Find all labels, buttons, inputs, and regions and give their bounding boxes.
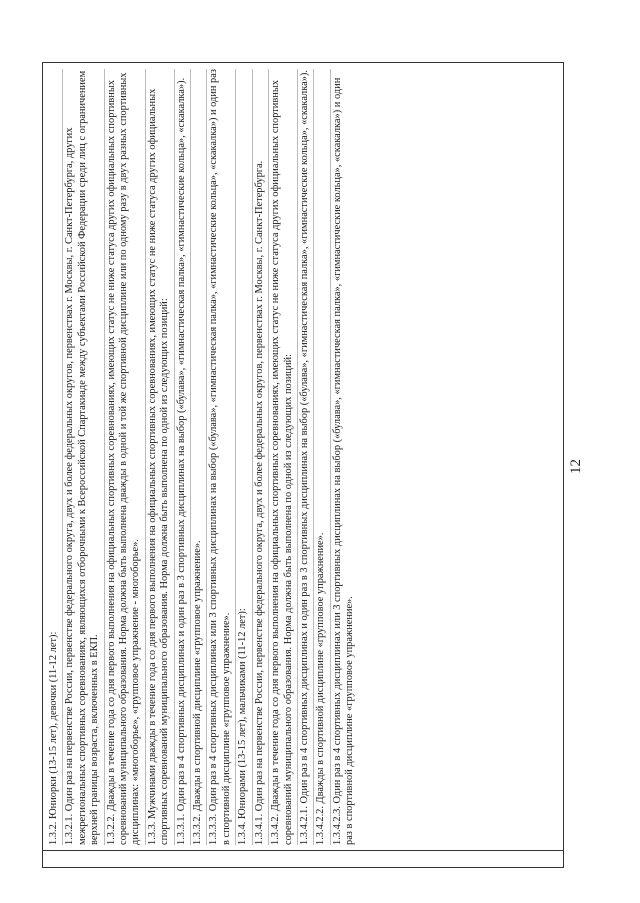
paragraph: 1.3.4.1. Один раз на первенстве России, первенстве федерального округа, двух и более федеральных округов, первенствах г. Москвы, г. Санкт-Петербурга. [253,69,269,845]
paragraph: 1.3.3.1. Один раз в 4 спортивных дисциплинах и один раз в 3 спортивных дисциплинах на выбор («булава», «гимнастическая палка», «гимнастические кольца», «скакалка»). [175,69,191,845]
paragraph: 1.3.2. Юниорки (13-15 лет), девочки (11-12 лет): [47,69,63,845]
table-left-column [43,850,563,867]
table-content-cell [47,69,559,845]
paragraph: 1.3.4.2.3. Один раз в 4 спортивных дисциплинах или 3 спортивных дисциплинах на выбор («булава», «гимнастическая палка», «гимнастические кольца», «скакалка») и один раз в спортивной дисциплине «групповое упражнение». [331,77,356,845]
paragraph: 1.3.3. Мужчинами дважды в течение года со дня первого выполнения на официальных спортивных соревнованиях, имеющих статус не ниже статуса других официальных спортивных соревнований муниципального образования. Норма должна быть выполнена по одной из следующих позиций: [146,69,175,845]
paragraph: 1.3.4.2.1. Один раз в 4 спортивных дисциплинах и один раз в 3 спортивных дисциплинах на выбор («булава», «гимнастическая палка», «гимнастические кольца», «скакалка»). [298,69,314,845]
paragraph: 1.3.3.2. Дважды в спортивной дисциплине «групповое упражнение». [191,69,207,845]
requirements-table [42,62,564,868]
paragraph: 1.3.3.3. Один раз в 4 спортивных дисциплинах или 3 спортивных дисциплинах на выбор («булава», «гимнастическая палка», «гимнастические кольца», «скакалка») и один раз в спортивной дисциплине «групповое упражнение». [207,69,236,845]
paragraph: 1.3.4.2. Дважды в течение года со дня первого выполнения на официальных спортивных соревнованиях, имеющих статус не ниже статуса других официальных спортивных соревнований муниципального образования. Норма должна быть выполнена по одной из следующих позиций: [269,69,298,845]
rotated-content [42,58,617,870]
paragraph: 1.3.4.2.2. Дважды в спортивной дисциплине «групповое упражнение». [314,69,330,845]
paragraph: 1.3.4. Юниорами (13-15 лет), мальчиками (11-12 лет): [236,69,252,845]
paragraph: 1.3.2.1. Один раз на первенстве России, первенстве федерального округа, двух и более федеральных округов, первенствах г. Москвы, г. Санкт-Петербурга, других межрегиональных спортивных соревнованиях, являющихся отборочными к Всероссийской Спартакиаде между субъектами Российской Федерации среди лиц с ограничением верхней границы возраста, включенных в ЕКП. [63,69,104,845]
page-number: 12 [568,459,584,474]
paragraph: 1.3.2.2. Дважды в течение года со дня первого выполнения на официальных спортивных соревнованиях, имеющих статус не ниже статуса других официальных спортивных соревнований муниципального образования. Норма должна быть выполнена дважды в одной и той же спортивной дисциплине или по одному разу в двух разных спортивных дисциплинах: «многоборье», «групповое упражнение - многоборье». [105,69,146,845]
